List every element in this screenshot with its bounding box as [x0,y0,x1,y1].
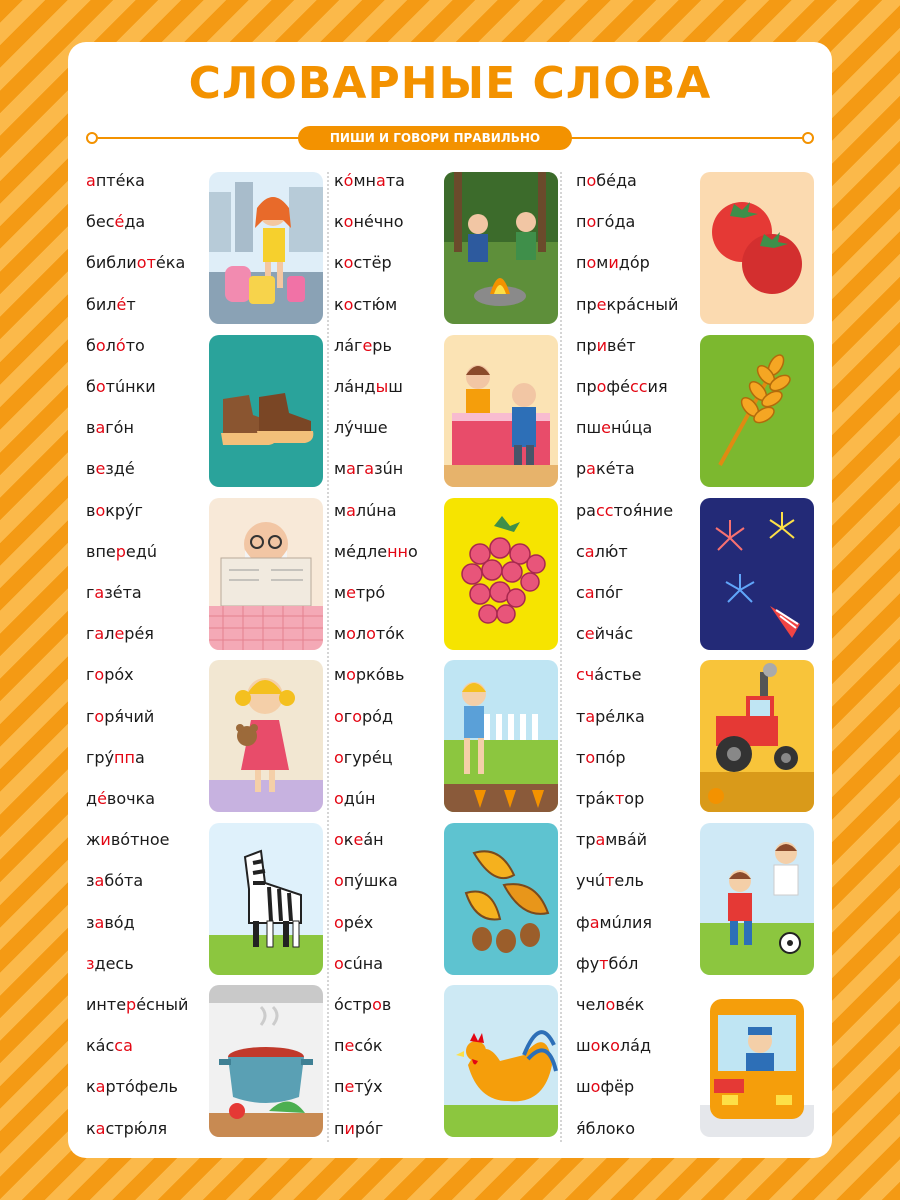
boots-icon [209,335,323,487]
shop-icon [444,335,558,487]
vocabulary-word: петýх [334,1077,383,1097]
vocabulary-word: привéт [576,335,636,355]
vocabulary-word: забóта [86,871,144,891]
vocabulary-word: костю́м [334,294,398,314]
vocabulary-word: интерéсный [86,995,189,1014]
vocabulary-word: костёр [334,253,392,273]
vocabulary-word: побéда [576,171,637,190]
vocabulary-word: газéта [86,583,142,602]
vocabulary-word: человéк [576,995,645,1014]
girl-with-teddy-icon [209,660,323,812]
vocabulary-word: лáгерь [334,335,392,355]
vocabulary-word: óстров [334,995,392,1014]
vocabulary-word: метрó [334,583,386,602]
ribbon-left-line [98,137,300,139]
tomatoes-icon [700,172,814,324]
vocabulary-word: дéвочка [86,789,156,808]
vocabulary-word: огорóд [334,706,394,726]
vocabulary-word: сейчáс [576,624,634,644]
tractor-icon [700,660,814,812]
vocabulary-word: библиотéка [86,253,186,273]
vocabulary-word: болóто [86,335,145,355]
football-icon [700,823,814,975]
vocabulary-word: завóд [86,912,135,932]
vocabulary-word: океáн [334,830,384,850]
vocabulary-word: топóр [576,747,626,767]
column-divider [560,172,562,1142]
vocabulary-word: прекрáсный [576,294,679,314]
vocabulary-word: тарéлка [576,706,645,726]
girl-with-suitcase-icon [209,172,323,324]
vocabulary-word: ракéта [576,459,635,479]
raspberry-icon [444,498,558,650]
vocabulary-word: я́блоко [576,1118,635,1138]
vocabulary-word: магазúн [334,459,404,479]
vocabulary-word: счáстье [576,665,642,685]
vocabulary-word: здесь [86,953,134,973]
vocabulary-word: огурéц [334,747,393,767]
vocabulary-word: погóда [576,212,636,232]
vocabulary-word: помидóр [576,253,650,273]
wheat-icon [700,335,814,487]
vocabulary-word: орéх [334,912,374,932]
ribbon-right-dot [802,132,814,144]
vocabulary-word: фамúлия [576,912,652,932]
vocabulary-word: шофёр [576,1077,635,1097]
column-divider [327,172,329,1142]
vocabulary-word: моркóвь [334,665,405,685]
vocabulary-word: пирóг [334,1118,384,1138]
vocabulary-word: опýшка [334,871,398,891]
vocabulary-word: песóк [334,1036,383,1056]
fireworks-icon [700,498,814,650]
vocabulary-word: сапóг [576,583,624,602]
vocabulary-word: осúна [334,953,384,973]
vocabulary-word: горя́чий [86,706,155,726]
bus-driver-icon [700,985,814,1137]
vocabulary-word: ботúнки [86,377,156,396]
ribbon-left-dot [86,132,98,144]
autumn-leaves-icon [444,823,558,975]
vocabulary-word: впередú [86,541,157,561]
vocabulary-word: салю́т [576,541,628,561]
vocabulary-word: живóтное [86,830,170,850]
vocabulary-word: профéссия [576,377,668,396]
grandpa-newspaper-icon [209,498,323,650]
vocabulary-word: трáктор [576,789,645,808]
subtitle-banner: ПИШИ И ГОВОРИ ПРАВИЛЬНО [298,126,572,150]
vocabulary-word: пшенúца [576,418,653,438]
vocabulary-word: одúн [334,789,376,808]
vocabulary-word: кáсса [86,1036,133,1056]
vocabulary-word: вездé [86,459,135,479]
vocabulary-word: аптéка [86,171,145,190]
vocabulary-word: билéт [86,294,136,314]
pot-icon [209,985,323,1137]
vocabulary-word: вокрýг [86,500,143,520]
vocabulary-word: лýчше [334,418,388,438]
vocabulary-word: конéчно [334,212,404,232]
vocabulary-word: шоколáд [576,1036,652,1056]
vocabulary-word: футбóл [576,953,639,973]
vocabulary-word: бесéда [86,212,146,232]
vocabulary-word: картóфель [86,1077,178,1097]
vocabulary-word: грýппа [86,747,145,767]
vocabulary-word: лáндыш [334,377,403,396]
vocabulary-word: галерéя [86,624,154,644]
vocabulary-word: кóмната [334,171,405,190]
vocabulary-word: трамвáй [576,830,648,850]
vocabulary-word: горóх [86,665,134,685]
vocabulary-word: мéдленно [334,541,418,561]
garden-icon [444,660,558,812]
ribbon-right-line [570,137,802,139]
rooster-icon [444,985,558,1137]
vocabulary-word: молотóк [334,624,405,644]
vocabulary-word: кастрю́ля [86,1118,168,1138]
vocabulary-word: учúтель [576,871,644,891]
vocabulary-word: расстоя́ние [576,500,674,520]
vocabulary-word: малúна [334,500,397,520]
zebra-icon [209,823,323,975]
campfire-icon [444,172,558,324]
vocabulary-word: вагóн [86,418,134,438]
page-title: СЛОВАРНЫЕ СЛОВА [188,58,712,109]
